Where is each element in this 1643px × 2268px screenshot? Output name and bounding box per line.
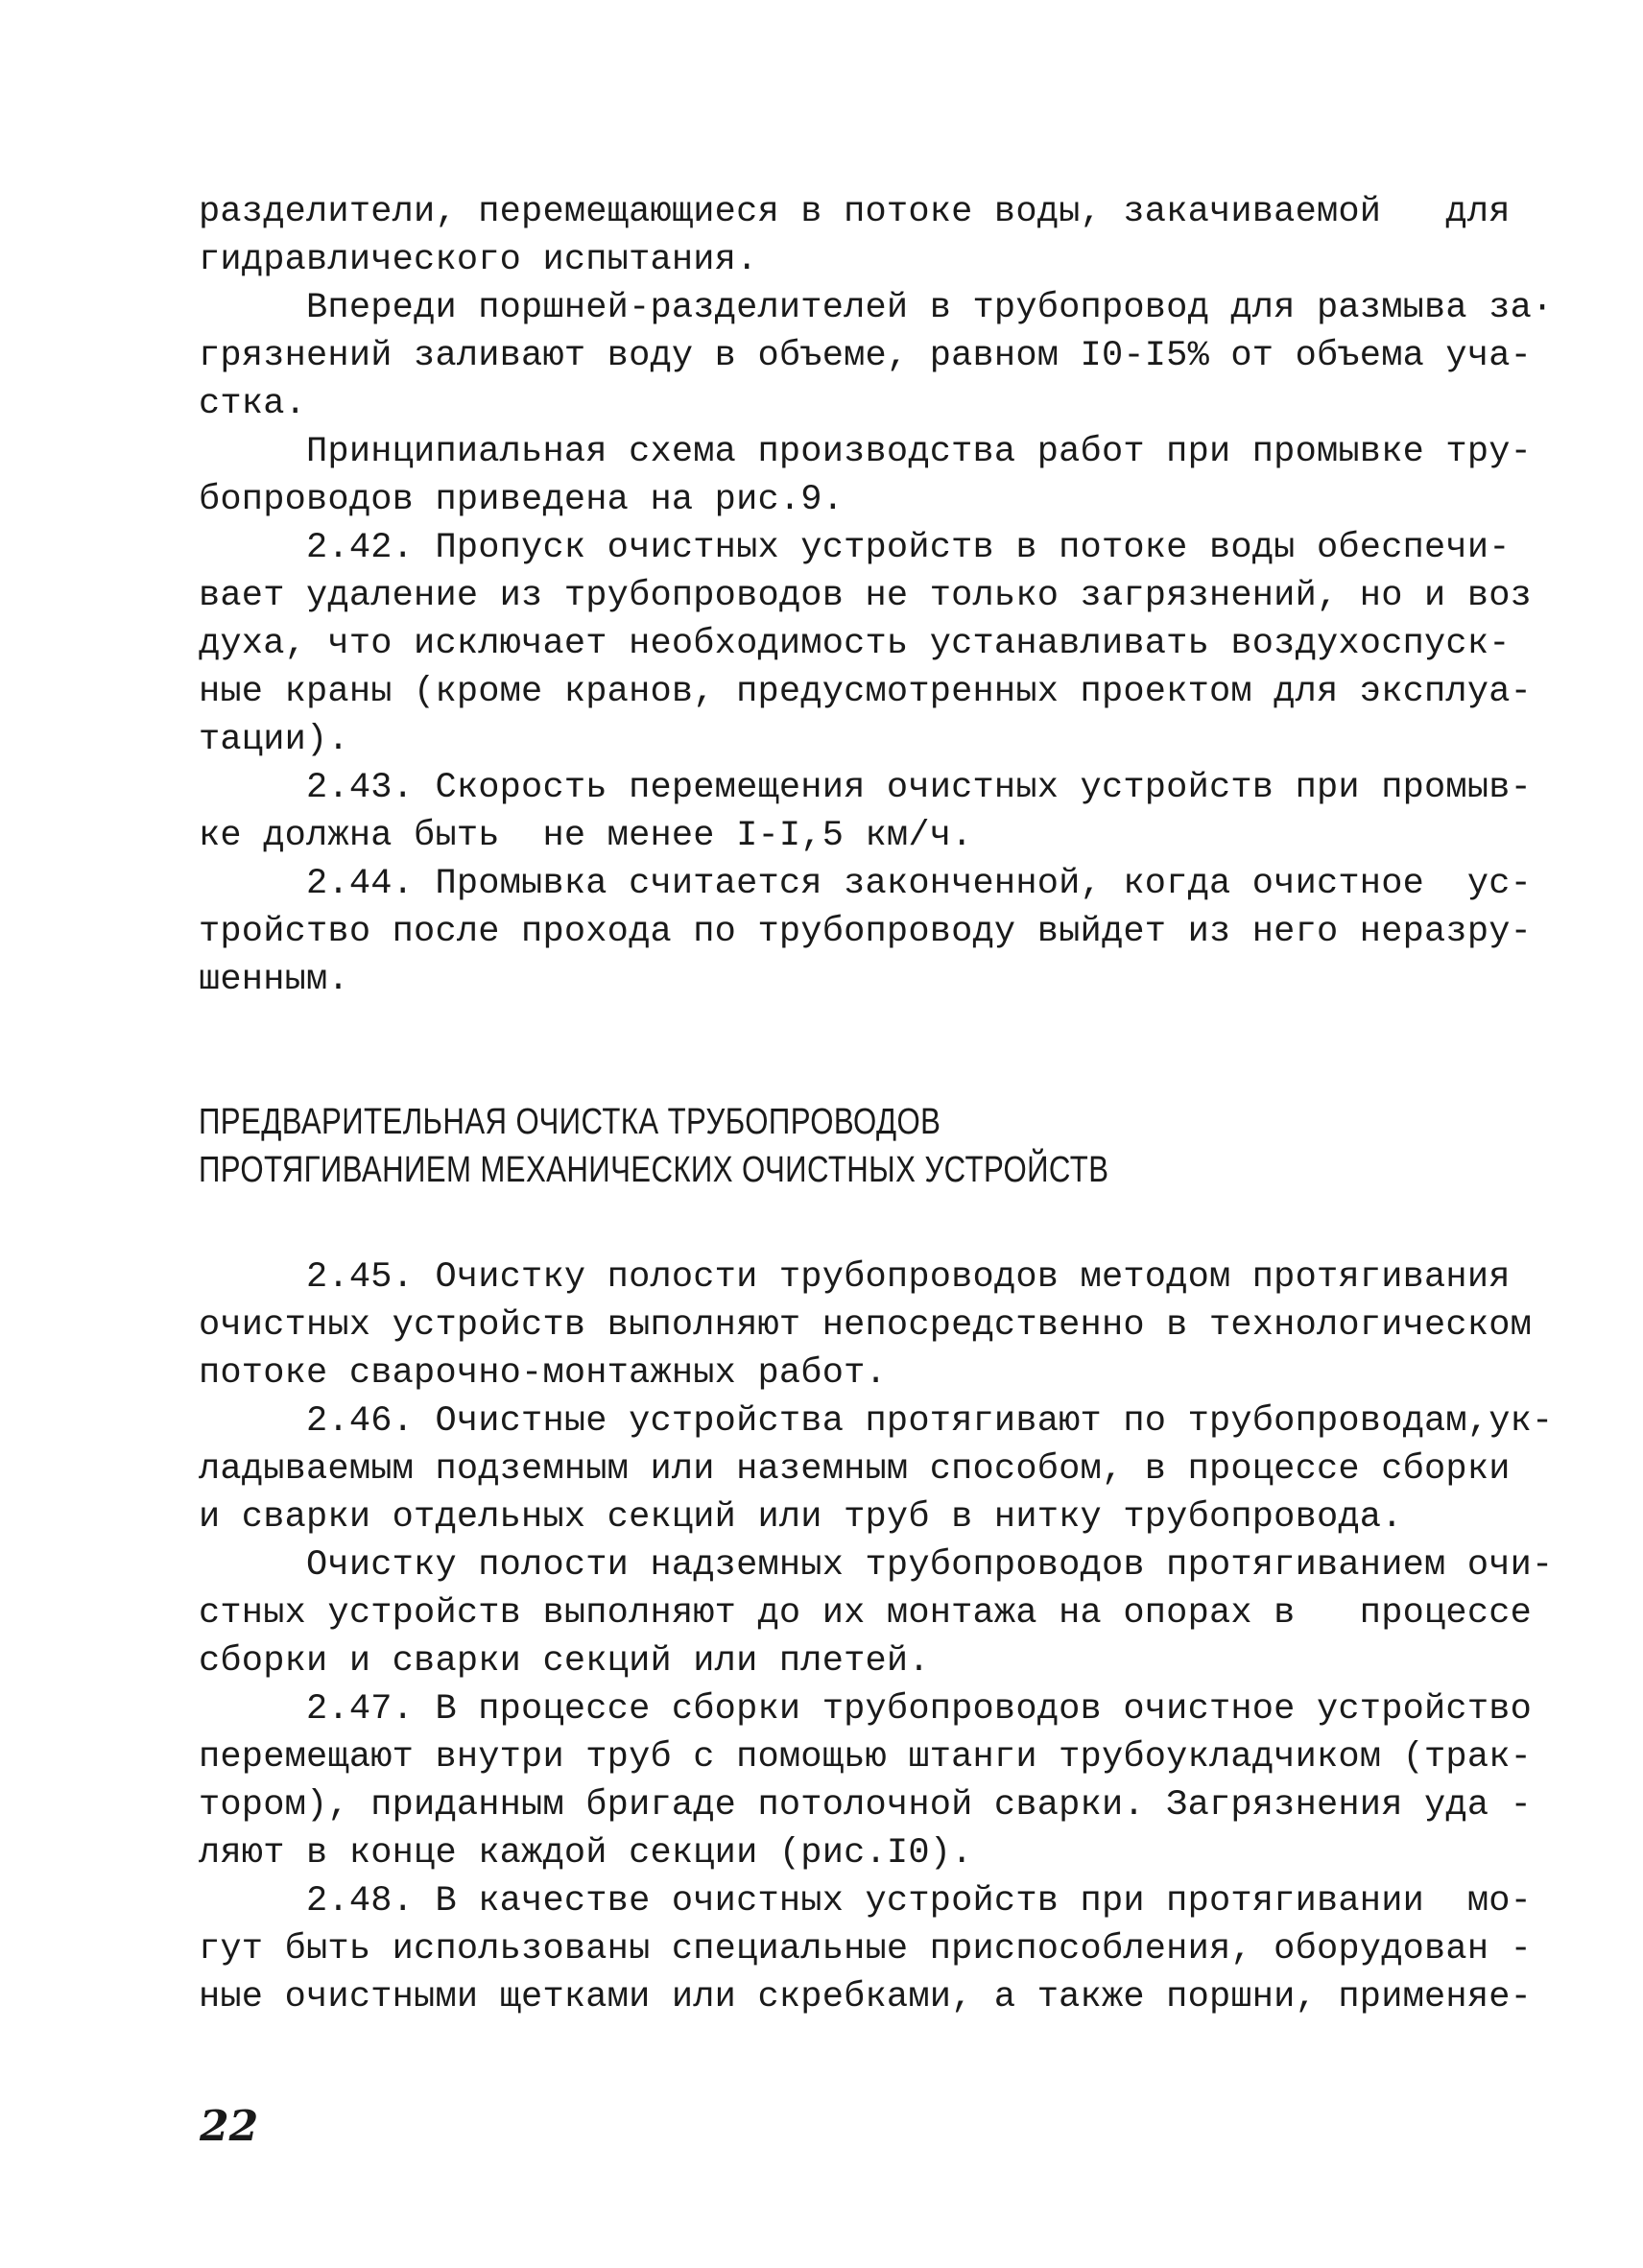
text-line: духа, что исключает необходимость устанавливать воздухоспуск- xyxy=(199,624,1511,664)
text-line: ке должна быть не менее I-I,5 км/ч. xyxy=(199,816,973,856)
text-line: ладываемым подземным или наземным способом, в процессе сборки xyxy=(199,1449,1511,1490)
text-line: Очистку полости надземных трубопроводов протягиванием очи- xyxy=(199,1545,1554,1586)
text-line: очистных устройств выполняют непосредственно в технологическом xyxy=(199,1305,1533,1346)
text-line: Принципиальная схема производства работ при промывке тру- xyxy=(199,432,1533,472)
text-line: 2.45. Очистку полости трубопроводов методом протягивания xyxy=(199,1257,1511,1298)
text-line: и сварки отдельных секций или труб в нитку трубопровода. xyxy=(199,1497,1403,1538)
text-line: потоке сварочно-монтажных работ. xyxy=(199,1353,887,1394)
text-line: стных устройств выполняют до их монтажа на опорах в процессе xyxy=(199,1593,1533,1634)
text-line: Впереди поршней-разделителей в трубопровод для размыва за· xyxy=(199,288,1554,328)
text-line: гидравлического испытания. xyxy=(199,240,758,280)
section-heading-line-1: ПРЕДВАРИТЕЛЬНАЯ ОЧИСТКА ТРУБОПРОВОДОВ xyxy=(199,1102,941,1142)
text-line: грязнений заливают воду в объеме, равном I0-I5% от объема уча- xyxy=(199,336,1533,376)
text-line: шенным. xyxy=(199,960,349,1000)
text-line: вает удаление из трубопроводов не только загрязнений, но и воз xyxy=(199,576,1533,616)
text-line: 2.47. В процессе сборки трубопроводов очистное устройство xyxy=(199,1689,1533,1730)
text-line: 2.42. Пропуск очистных устройств в потоке воды обеспечи- xyxy=(199,528,1511,568)
text-line: ные очистными щетками или скребками, а также поршни, применяе- xyxy=(199,1977,1533,2017)
text-line: ные краны (кроме кранов, предусмотренных проектом для эксплуа- xyxy=(199,672,1533,712)
text-line: 2.48. В качестве очистных устройств при протягивании мо- xyxy=(199,1881,1533,1922)
text-line: сборки и сварки секций или плетей. xyxy=(199,1641,930,1682)
text-line: тации). xyxy=(199,720,349,760)
text-line: гут быть использованы специальные приспособления, оборудован - xyxy=(199,1929,1533,1970)
text-line: разделители, перемещающиеся в потоке воды, закачиваемой для xyxy=(199,192,1511,232)
page-number: 22 xyxy=(200,2102,259,2151)
text-line: ляют в конце каждой секции (рис.I0). xyxy=(199,1833,973,1874)
text-line: тройство после прохода по трубопроводу выйдет из него неразру- xyxy=(199,912,1533,952)
text-line: бопроводов приведена на рис.9. xyxy=(199,480,845,520)
text-line: перемещают внутри труб с помощью штанги трубоукладчиком (трак- xyxy=(199,1737,1533,1778)
text-line: 2.46. Очистные устройства протягивают по трубопроводам,ук- xyxy=(199,1401,1554,1442)
text-line: 2.44. Промывка считается законченной, когда очистное ус- xyxy=(199,864,1533,904)
text-line: стка. xyxy=(199,384,307,424)
text-line: 2.43. Скорость перемещения очистных устройств при промыв- xyxy=(199,768,1533,808)
section-heading-line-2: ПРОТЯГИВАНИЕМ МЕХАНИЧЕСКИХ ОЧИСТНЫХ УСТРОЙСТВ xyxy=(199,1150,1109,1190)
text-line: тором), приданным бригаде потолочной сварки. Загрязнения уда - xyxy=(199,1785,1533,1826)
